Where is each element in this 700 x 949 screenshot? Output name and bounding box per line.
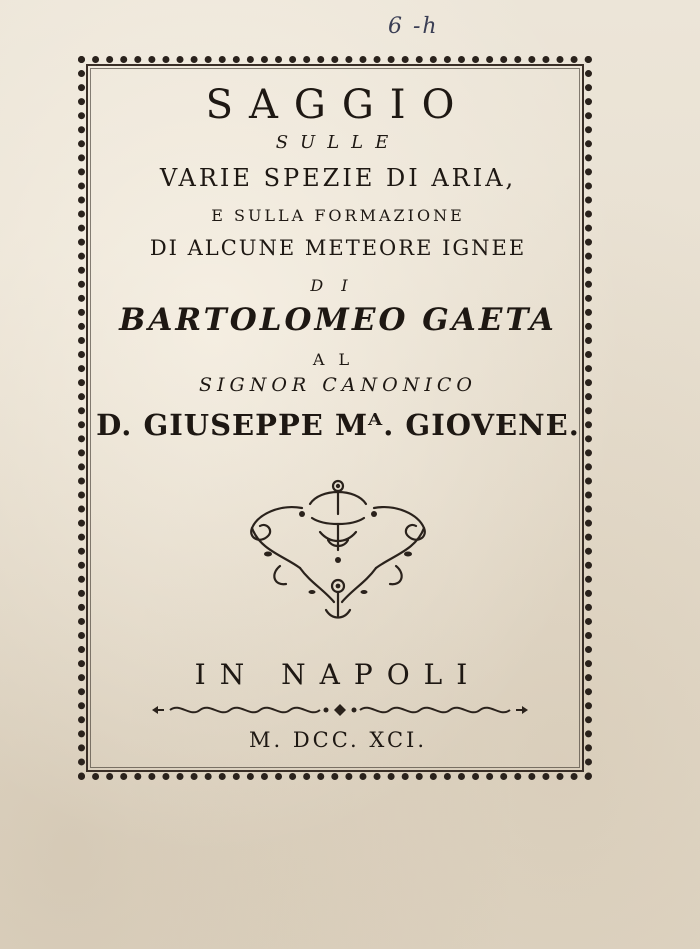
dedicatee-name: D. GIUSEPPE Mᴬ. GIOVENE.	[96, 408, 580, 442]
imprint-place: IN NAPOLI	[194, 658, 482, 691]
ornamental-rule-icon	[150, 702, 530, 718]
handwritten-pencil-mark: 6 -h	[388, 14, 439, 39]
author-name: BARTOLOMEO GAETA	[119, 302, 557, 338]
floral-vignette-icon	[240, 474, 436, 624]
line-di-alcune-meteore: DI ALCUNE METEORE IGNEE	[149, 236, 527, 260]
line-signor-canonico: SIGNOR CANONICO	[199, 374, 477, 396]
imprint-year: M. DCC. XCI.	[248, 728, 428, 752]
line-sulle: SULLE	[275, 132, 401, 153]
line-e-sulla-formazione: E SULLA FORMAZIONE	[211, 206, 465, 225]
title-saggio: SAGGIO	[205, 82, 471, 128]
line-varie-spezie: VARIE SPEZIE DI ARIA,	[159, 164, 517, 192]
line-di: DI	[310, 276, 366, 295]
line-al: AL	[312, 350, 364, 369]
